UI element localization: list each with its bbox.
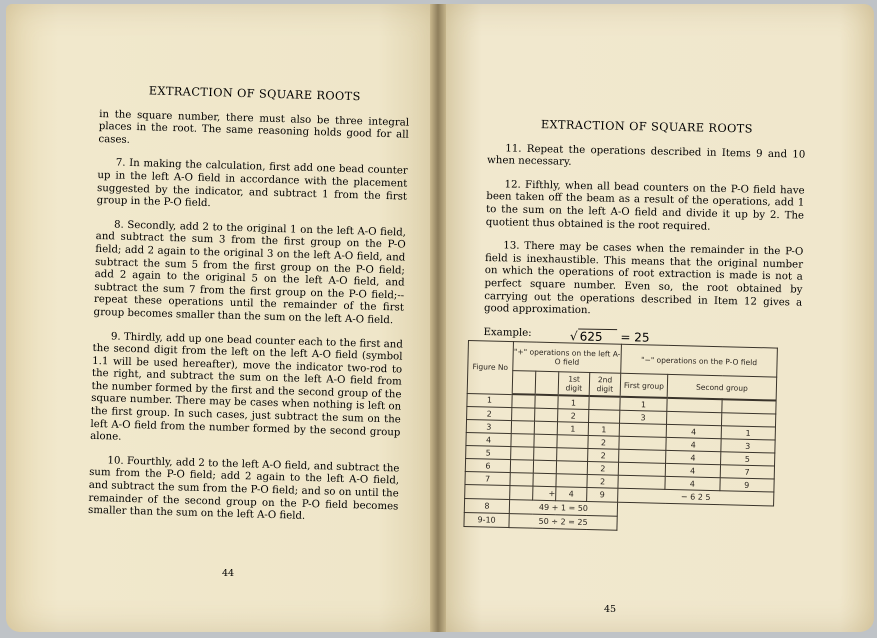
radical-sign-icon: √	[569, 329, 578, 344]
header-plus-operations: "+" operations on the left A-O field	[513, 342, 622, 374]
cell-second-group-b: 1	[721, 426, 776, 440]
cell-second-group-b: 7	[720, 465, 775, 479]
paragraph-8: 8. Secondly, add 2 to the original 1 on the left A-O field, and subtract the sum 3 from the first group on the P-O field; add 2 again to the original 3 on the left A-O field, and subtract the sum 5 from the first group on the P-O field; add 2 again to the original 5 on the left A-O field, and subtract the sum 7 from the first group on the P-O field;--repeat these operations until the remainder of the first group becomes smaller than the sum on the left A-O field.	[93, 219, 407, 327]
cell-first-group	[619, 436, 666, 450]
cell-first-digit	[556, 474, 587, 488]
cell-second-group-a: 4	[666, 424, 721, 438]
cell-second-digit	[589, 396, 620, 410]
right-page-number: 45	[604, 604, 617, 615]
cell-first-digit	[557, 448, 588, 462]
header-second-group: Second group	[667, 374, 777, 400]
cell-first-group: 3	[620, 410, 667, 424]
example-table	[463, 340, 777, 535]
cell-second-group-a	[667, 398, 722, 413]
left-page-number: 44	[222, 568, 235, 579]
formula-radicand: 625	[578, 328, 617, 344]
row-figure: 6	[465, 458, 510, 472]
header-minus-operations: "−" operations on the P-O field	[621, 344, 778, 377]
header-second-digit: 2nd digit	[589, 372, 621, 396]
right-page-text	[483, 118, 806, 348]
sum-first-digit: 4	[556, 487, 587, 502]
header-first-group: First group	[620, 373, 668, 398]
row-9-10-value: 50 ÷ 2 = 25	[509, 514, 617, 531]
row-8-label: 8	[464, 498, 509, 513]
paragraph-7: 7. In making the calculation, first add one bead counter up in the left A-O field in accordance with the placement suggested by the indicator, and subtract 1 from the first group in the P-O field.	[96, 157, 408, 210]
row-figure: 5	[466, 445, 511, 459]
cell-first-digit	[556, 461, 587, 475]
cell-second-group-b	[721, 399, 776, 414]
cell-second-group-a: 4	[665, 463, 720, 477]
header-first-digit: 1st digit	[558, 372, 590, 396]
cell-first-group: 1	[620, 397, 667, 412]
row-figure: 4	[466, 432, 511, 446]
cell-second-group-b	[721, 413, 776, 427]
sum-second-digit: 9	[587, 487, 618, 502]
cell-first-group	[618, 475, 665, 489]
right-page-heading: EXTRACTION OF SQUARE ROOTS	[540, 118, 753, 136]
row-9-10-label: 9-10	[464, 512, 509, 527]
paragraph-12: 12. Fifthly, when all bead counters on the P-O field have been taken off the beam as a result of the operations, add 1 to the sum on the left A-O field and divide it up by 2. The quotient thus obtained is the root required.	[485, 179, 805, 233]
cell-first-group	[618, 462, 665, 476]
cell-second-group-a: 4	[666, 450, 721, 464]
book-gutter	[430, 4, 446, 632]
cell-second-digit: 2	[587, 461, 618, 475]
row-figure: 7	[465, 471, 510, 485]
cell-second-group-b: 5	[720, 452, 775, 466]
paragraph-continuation: in the square number, there must also be three integral places in the root. The same reasoning holds good for all cases.	[98, 108, 410, 146]
cell-second-group-a	[666, 411, 721, 425]
cell-second-group-a: 4	[665, 476, 720, 490]
sum-minus-total: − 6 2 5	[618, 488, 774, 506]
cell-second-digit: 1	[588, 422, 619, 436]
row-8-value: 49 + 1 = 50	[509, 500, 617, 517]
cell-second-group-b: 3	[720, 439, 775, 453]
row-figure: 3	[466, 419, 511, 433]
left-page-heading: EXTRACTION OF SQUARE ROOTS	[148, 84, 361, 104]
example-table-wrap	[462, 340, 786, 580]
left-page-text	[88, 84, 410, 537]
cell-second-group-b: 9	[719, 478, 774, 492]
paragraph-13: 13. There may be cases when the remainder in the P-O field is inexhaustible. This means that the original number on which the operations of root extraction is made is not a perfect square number. Even so, the root obtained by carrying out the operations described in Item 12 gives a good approximation.	[483, 240, 804, 317]
cell-first-group	[619, 423, 666, 437]
header-figure-no: Figure No	[467, 341, 513, 395]
paragraph-10: 10. Fourthly, add 2 to the left A-O field, and subtract the sum from the P-O field; add 2 again to the left A-O field, and subtract the sum from the P-O field; and so on until the remainder of the second group on the P-O field becomes smaller than the sum on the left A-O field.	[87, 455, 400, 523]
formula-result: = 25	[620, 330, 650, 345]
cell-second-digit	[589, 409, 620, 423]
sum-plus-sign: +	[533, 486, 556, 501]
cell-first-group	[619, 449, 666, 463]
cell-first-digit: 2	[558, 409, 589, 423]
row-figure: 2	[467, 406, 512, 420]
paragraph-9: 9. Thirdly, add up one bead counter each to the first and the second digit from the left on the left A-O field (symbol 1.1 will be used hereafter), move the indicator two-rod to the right, and subtract the sum on the left A-O field from the number formed by the first and the second group of the square number. There may be cases when nothing is left on the first group. In such cases, just subtract the sum on the left A-O field from the number formed by the second group alone.	[89, 330, 403, 443]
cell-second-digit: 2	[588, 448, 619, 462]
row-figure: 1	[467, 393, 512, 408]
cell-first-digit	[557, 435, 588, 449]
cell-second-group-a: 4	[666, 437, 721, 451]
cell-first-digit: 1	[557, 422, 588, 436]
cell-second-digit: 2	[588, 435, 619, 449]
cell-second-digit: 2	[587, 474, 618, 488]
paragraph-11: 11. Repeat the operations described in Items 9 and 10 when necessary.	[486, 142, 806, 168]
example-label: Example:	[483, 326, 532, 339]
cell-first-digit: 1	[558, 395, 589, 409]
